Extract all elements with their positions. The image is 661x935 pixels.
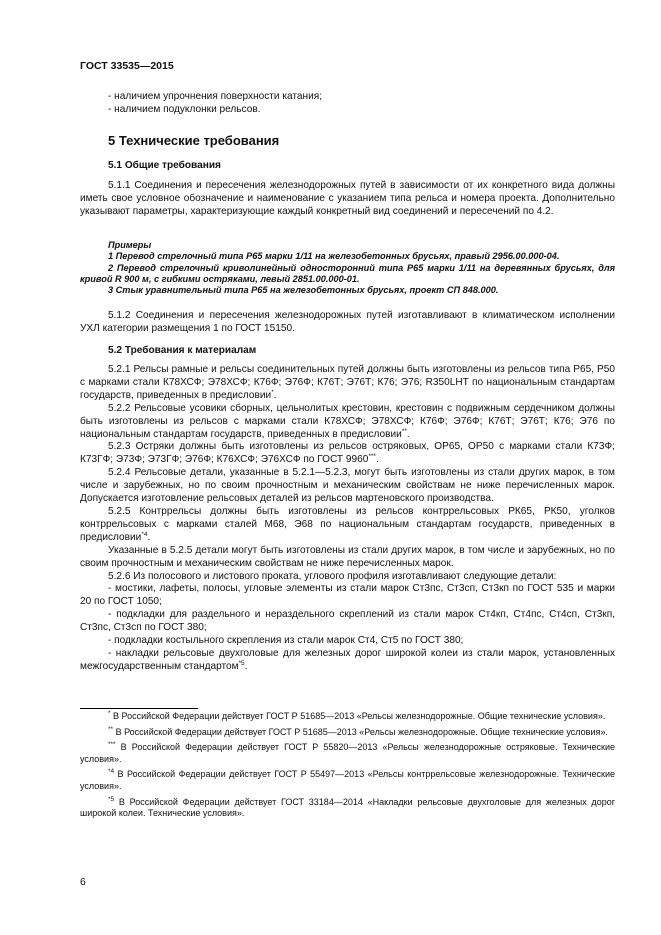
subsection-5-2-title: 5.2 Требования к материалам: [108, 345, 257, 356]
list-item: - наличием упрочнения поверхности катания;: [108, 91, 323, 102]
continued-list: [80, 91, 615, 117]
example-item: 3 Стык уравнительный типа Р65 на железобетонных брусьях, проект СП 848.000.: [108, 285, 499, 296]
paragraph-5-2-4: 5.2.4 Рельсовые детали, указанные в 5.2.1—5.2.3, могут быть изготовлены из стали других марок, в том числе и зарубежных, но по своим прочностным и механическим свойствам не ниже перечисленных марок. Допускается изготовление рельсовых деталей из рельсов мартеновского производства.: [80, 467, 615, 505]
footnote: $^{*4}$ В Российской Федерации действует ГОСТ Р 55497—2013 «Рельсы контррельсовые железнодорожные. Технические условия».: [80, 768, 615, 791]
footnote: * В Российской Федерации действует ГОСТ Р 51685—2013 «Рельсы железнодорожные. Общие технические условия».: [108, 710, 606, 721]
example-item: 1 Перевод стрелочный типа Р65 марки 1/11 на железобетонных брусьях, правый 2956.00.000-04.: [108, 251, 560, 262]
paragraph-5-2-1: 5.2.1 Рельсы рамные и рельсы соединительных путей должны быть изготовлены из рельсов типа Р65, Р50 с марками стали К78ХСФ; Э78ХСФ; К76Ф; Э76Ф; К76Т; Э76Т; К76; Э76; R350LHT по национальным стандартам государств, приведенных в предисловии*.: [80, 364, 615, 401]
list-item: - подкладки костыльного скрепления из стали марок Ст4, Ст5 по ГОСТ 380;: [108, 635, 464, 647]
list-item: - наличием подуклонки рельсов.: [108, 103, 261, 115]
paragraph-5-2-3: 5.2.3 Остряки должны быть изготовлены из рельсов остряковых, ОР65, ОР50 с марками стали К73Ф; К73ГФ; Э73Ф; Э73ГФ; Э76Ф; К76ХСФ; Э76ХСФ по ГОСТ 9960***.: [80, 441, 615, 466]
footnote: ** В Российской Федерации действует ГОСТ Р 51685—2013 «Рельсы железнодорожные. Общие технические условия».: [108, 725, 608, 737]
example-item: 2 Перевод стрелочный криволинейный односторонний типа Р65 марки 1/11 на деревянных брусьях, для кривой R 900 м, с гибкими остряками, левый 2851.00.000-01.: [80, 262, 615, 284]
subsection-5-1-title: 5.1 Общие требования: [108, 160, 221, 171]
footnote-divider: [80, 708, 198, 709]
examples-block: [80, 240, 615, 296]
paragraph-5-1-2: 5.1.2 Соединения и пересечения железнодорожных путей изготавливают в климатическом исполнении УХЛ категории размещения 1 по ГОСТ 15150.: [80, 310, 615, 334]
section-5-2-body: [80, 364, 615, 674]
examples-label: Примеры: [108, 240, 152, 250]
list-item: - подкладки для раздельного и нераздельного скреплений из стали марок Ст4кп, Ст4пс, Ст4сп, Ст3кп, Ст3пс, Ст3сп по ГОСТ 380;: [80, 609, 615, 634]
document-header: ГОСТ 33535—2015: [80, 60, 174, 72]
paragraph-5-2-5-note: Указанные в 5.2.5 детали могут быть изготовлены из стали других марок, в том числе и зарубежных, но по своим прочностным и механическим свойствам не ниже перечисленных марок.: [80, 544, 615, 569]
section-5-title: 5 Технические требования: [108, 133, 280, 148]
paragraph-5-1-1: 5.1.1 Соединения и пересечения железнодорожных путей в зависимости от их конкретного вида должны иметь свое условное обозначение и наименование с указанием типа рельса и номера проекта. Дополнительно указывают параметры, характеризующие каждый конкретный вид соединений и пересечений по 4.2.: [80, 180, 615, 217]
page-number: 6: [80, 876, 86, 888]
footnotes: [80, 711, 615, 824]
list-item: - накладки рельсовые двухголовые для железных дорог широкой колеи из стали марок, установленных межгосударственным стандартом$^{*5}$.: [80, 647, 615, 672]
paragraph-5-2-6: 5.2.6 Из полосового и листового проката, углового профиля изготавливают следующие детали:: [108, 570, 557, 582]
paragraph-5-2-5: 5.2.5 Контррельсы должны быть изготовлены из рельсов контррельсовых РК65, РК50, уголков контррельсовых с марками сталей М68, Э68 по национальным стандартам государств, приведенных в предисловии$^{*4}$.: [80, 505, 615, 543]
list-item: - мостики, лафеты, полосы, угловые элементы из стали марок Ст3пс, Ст3сп, Ст3кп по ГОСТ 535 и марки 20 по ГОСТ 1050;: [80, 583, 615, 608]
paragraph-5-2-2: 5.2.2 Рельсовые усовики сборных, цельнолитых крестовин, крестовин с подвижным сердечником должны быть изготовлены из рельсов с марками стали К78ХСФ; Э78ХСФ; К76Ф; Э76Ф; К76Т; Э76Т; К76; Э76 по национальным стандартам государств, приведенных в предисловии**.: [80, 402, 615, 440]
footnote: *** В Российской Федерации действует ГОСТ Р 55820—2013 «Рельсы железнодорожные остряковые. Технические условия».: [80, 741, 615, 764]
footnote: $^{*5}$ В Российской Федерации действует ГОСТ 33184—2014 «Накладки рельсовые двухголовые для железных дорог широкой колеи. Технические условия».: [80, 795, 615, 819]
